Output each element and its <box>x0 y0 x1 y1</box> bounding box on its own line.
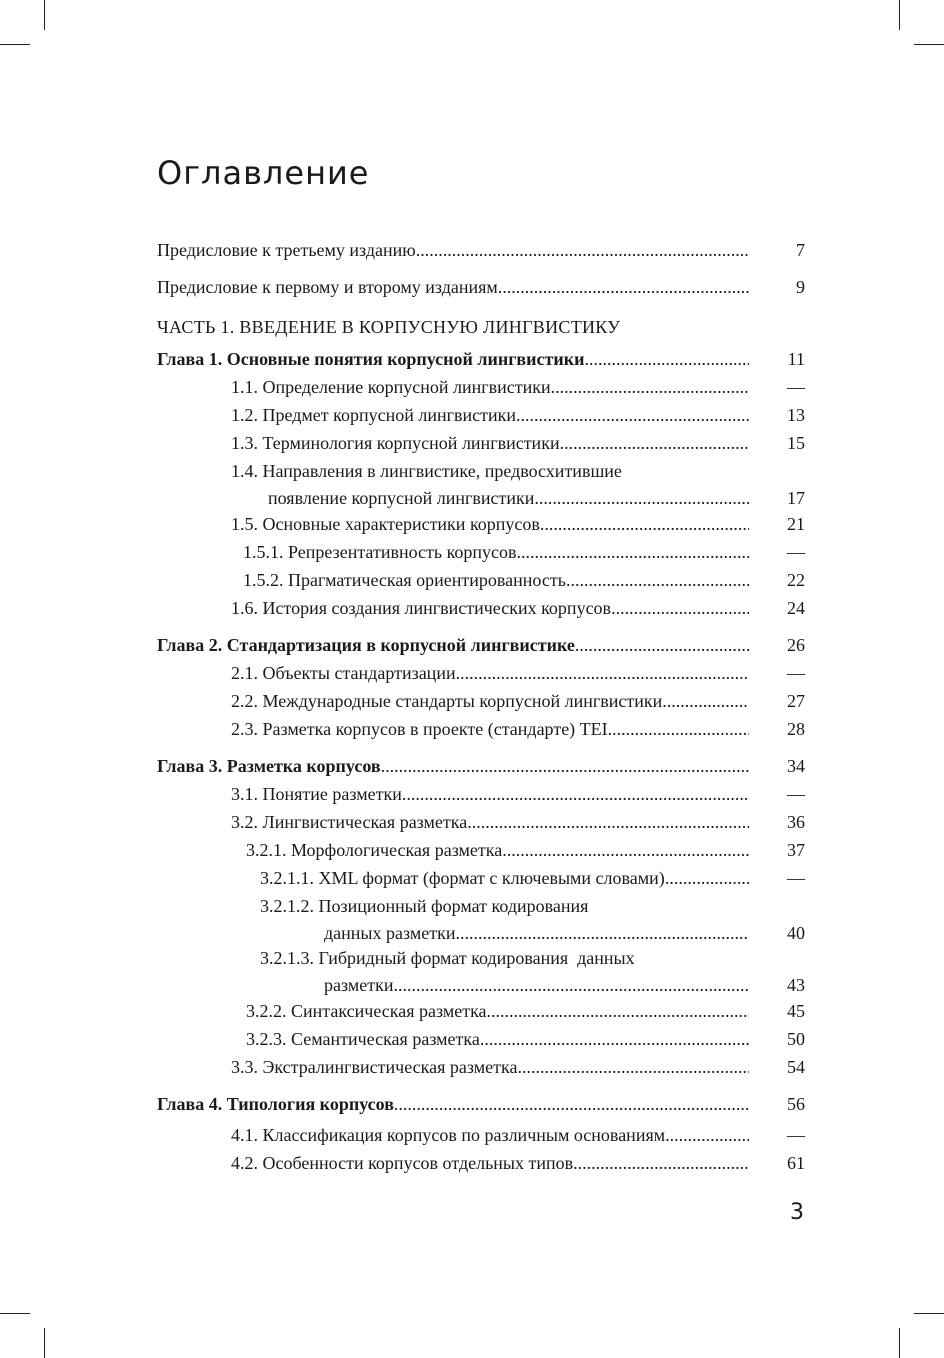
toc-section-3-3[interactable] <box>231 1054 805 1081</box>
toc-entry-page: 27 <box>787 691 805 711</box>
toc-entry-page: 26 <box>787 635 805 655</box>
toc-entry-title: 3.1. Понятие разметки <box>231 784 402 804</box>
toc-chapter-3[interactable] <box>157 753 805 780</box>
toc-entry-title: данных разметки <box>324 923 456 943</box>
toc-entry-title: 3.2. Лингвистическая разметка <box>231 812 468 832</box>
toc-entry-page: — <box>787 868 805 888</box>
toc-entry-page: 9 <box>796 277 805 297</box>
toc-chapter-title: Глава 3. Разметка корпусов <box>157 756 381 776</box>
toc-entry-title: 3.3. Экстралингвистическая разметка <box>231 1057 518 1077</box>
toc-section-3-2-1-2[interactable] <box>260 893 805 947</box>
toc-entry-page: 7 <box>796 240 805 260</box>
toc-section-1-5[interactable] <box>231 511 805 538</box>
toc-entry-title: 1.1. Определение корпусной лингвистики <box>231 377 551 397</box>
toc-entry-title: 4.2. Особенности корпусов отдельных типов <box>231 1153 574 1173</box>
toc-entry-title: 1.6. История создания лингвистических корпусов <box>231 598 612 618</box>
toc-entry-title: Предисловие к первому и второму изданиям <box>157 277 498 297</box>
toc-entry-preface-1-2[interactable] <box>157 274 805 301</box>
page-title: Оглавление <box>157 154 370 192</box>
toc-section-3-2-2[interactable] <box>246 998 805 1025</box>
toc-entry-page: 22 <box>787 570 805 590</box>
toc-chapter-4[interactable] <box>157 1091 805 1118</box>
toc-entry-title: 2.2. Международные стандарты корпусной лингвистики <box>231 691 663 711</box>
toc-entry-title: 3.2.3. Семантическая разметка <box>246 1029 480 1049</box>
toc-entry-title: 1.5.1. Репрезентативность корпусов <box>243 542 517 562</box>
toc-section-3-1[interactable] <box>231 781 805 808</box>
toc-section-2-2[interactable] <box>231 688 805 715</box>
toc-section-3-2-3[interactable] <box>246 1026 805 1053</box>
toc-section-4-1[interactable] <box>231 1122 805 1149</box>
toc-entry-title: 1.5. Основные характеристики корпусов <box>231 514 540 534</box>
part-title: ЧАСТЬ 1. ВВЕДЕНИЕ В КОРПУСНУЮ ЛИНГВИСТИКУ <box>157 317 621 337</box>
toc-entry-page: 15 <box>787 433 805 453</box>
toc-entry-page: — <box>787 784 805 804</box>
toc-entry-title: Предисловие к третьему изданию <box>157 240 416 260</box>
toc-chapter-title: Глава 2. Стандартизация в корпусной лингвистике <box>157 635 575 655</box>
toc-section-1-3[interactable] <box>231 430 805 457</box>
toc-entry-title-line1: 3.2.1.3. Гибридный формат кодирования данных <box>260 948 635 968</box>
toc-entry-page: 50 <box>787 1029 805 1049</box>
toc-section-3-2-1[interactable] <box>246 837 805 864</box>
toc-entry-page: 21 <box>787 514 805 534</box>
toc-entry-title: 1.3. Терминология корпусной лингвистики <box>231 433 560 453</box>
toc-entry-page: 28 <box>787 719 805 739</box>
toc-section-2-1[interactable] <box>231 660 805 687</box>
toc-section-3-2[interactable] <box>231 809 805 836</box>
toc-section-1-4[interactable] <box>231 458 805 512</box>
page-number: 3 <box>790 1200 804 1225</box>
toc-entry-title: 3.2.1. Морфологическая разметка <box>246 840 503 860</box>
toc-section-1-6[interactable] <box>231 595 805 622</box>
toc-section-4-2[interactable] <box>231 1150 805 1177</box>
toc-entry-title: появление корпусной лингвистики <box>268 488 535 508</box>
toc-section-3-2-1-3[interactable] <box>260 945 805 999</box>
toc-entry-page: 34 <box>787 756 805 776</box>
toc-chapter-title: Глава 4. Типология корпусов <box>157 1094 394 1114</box>
toc-entry-page: — <box>787 1125 805 1145</box>
toc-entry-page: 37 <box>787 840 805 860</box>
toc-entry-page: 45 <box>787 1001 805 1021</box>
toc-section-1-5-2[interactable] <box>243 567 805 594</box>
toc-entry-title: 2.3. Разметка корпусов в проекте (стандарте) TEI <box>231 719 608 739</box>
toc-entry-page: 17 <box>787 488 805 508</box>
toc-chapter-title: Глава 1. Основные понятия корпусной лингвистики <box>157 349 585 369</box>
toc-chapter-2[interactable] <box>157 632 805 659</box>
toc-entry-title: 1.2. Предмет корпусной лингвистики <box>231 405 517 425</box>
toc-entry-title: разметки <box>324 975 394 995</box>
toc-entry-page: 13 <box>787 405 805 425</box>
toc-section-3-2-1-1[interactable] <box>260 865 805 892</box>
toc-entry-title: 2.1. Объекты стандартизации <box>231 663 456 683</box>
toc-entry-title: 1.5.2. Прагматическая ориентированность <box>243 570 566 590</box>
toc-entry-page: — <box>787 663 805 683</box>
toc-entry-page: — <box>787 542 805 562</box>
toc-section-1-2[interactable] <box>231 402 805 429</box>
toc-entry-title-line1: 1.4. Направления в лингвистике, предвосхитившие <box>231 461 622 481</box>
toc-entry-page: 56 <box>787 1094 805 1114</box>
toc-entry-page: 24 <box>787 598 805 618</box>
toc-entry-title: 4.1. Классификация корпусов по различным основаниям <box>231 1125 666 1145</box>
toc-entry-title: 3.2.2. Синтаксическая разметка <box>246 1001 487 1021</box>
toc-chapter-1[interactable] <box>157 346 805 373</box>
toc-section-1-1[interactable] <box>231 374 805 401</box>
toc-entry-page: — <box>787 377 805 397</box>
toc-section-2-3[interactable] <box>231 716 805 743</box>
toc-entry-title-line1: 3.2.1.2. Позиционный формат кодирования <box>260 896 589 916</box>
toc-section-1-5-1[interactable] <box>243 539 805 566</box>
toc-entry-page: 54 <box>787 1057 805 1077</box>
toc-entry-page: 43 <box>787 975 805 995</box>
toc-entry-page: 36 <box>787 812 805 832</box>
toc-entry-page: 11 <box>787 349 805 369</box>
toc-entry-page: 40 <box>787 923 805 943</box>
toc-entry-preface-3[interactable] <box>157 237 805 264</box>
toc-entry-title: 3.2.1.1. XML формат (формат с ключевыми словами) <box>260 868 665 888</box>
toc-entry-page: 61 <box>787 1153 805 1173</box>
